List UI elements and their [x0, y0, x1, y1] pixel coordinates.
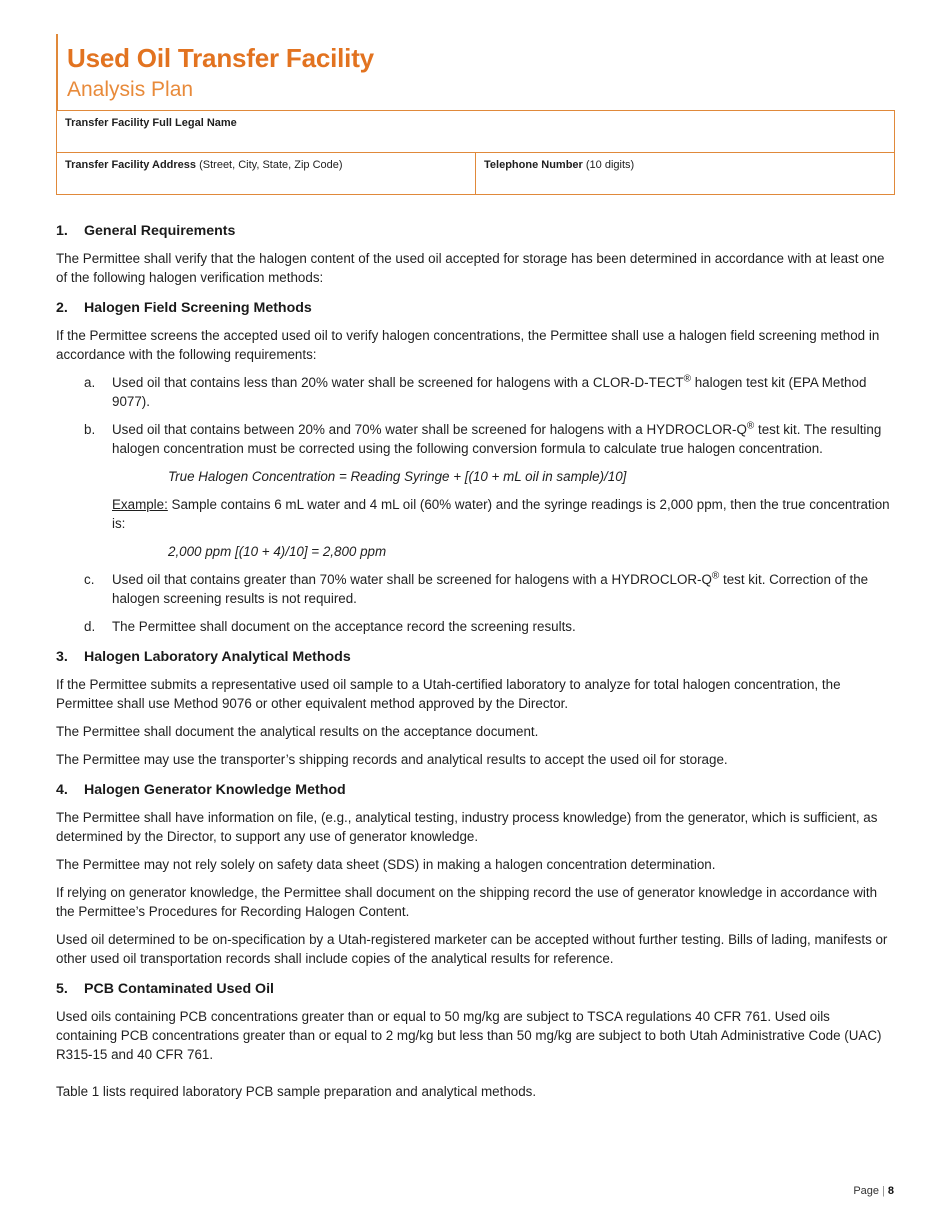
list-item-b: b. Used oil that contains between 20% and 70% water shall be screened for halogens with a HYDROCLOR-Q® test kit. The resulting halogen concentration must be corrected using the following conversion formula to calculate true halogen concentration. [84, 420, 882, 456]
example-formula: 2,000 ppm [(10 + 4)/10] = 2,800 ppm [168, 544, 387, 559]
paragraph: If the Permittee submits a representative used oil sample to a Utah-certified laboratory to analyze for total halogen concentration, the Permittee shall use Method 9076 or other equivalent method approved by the Director. [56, 677, 841, 711]
list-marker: b. [84, 422, 96, 437]
list-marker: d. [84, 619, 96, 634]
section-heading-laboratory-methods: 3. Halogen Laboratory Analytical Methods [56, 649, 351, 665]
document-body [56, 222, 892, 1110]
list-item-d: d. The Permittee shall document on the acceptance record the screening results. [84, 619, 576, 634]
paragraph: The Permittee may use the transporter’s shipping records and analytical results to accept the used oil for storage. [56, 752, 728, 767]
registered-mark: ® [711, 570, 720, 582]
registered-mark: ® [683, 373, 691, 385]
paragraph: If relying on generator knowledge, the Permittee shall document on the shipping record the use of generator knowledge in accordance with the Permittee’s Procedures for Recording Halogen Content. [56, 885, 878, 919]
phone-hint: (10 digits) [582, 159, 635, 171]
facility-info-form [56, 110, 895, 195]
footer-separator: | [882, 1185, 885, 1197]
section-heading-generator-knowledge: 4. Halogen Generator Knowledge Method [56, 782, 346, 798]
address-label: Transfer Facility Address [65, 159, 197, 171]
legal-name-field[interactable] [57, 111, 895, 153]
address-hint: (Street, City, State, Zip Code) [196, 159, 343, 171]
conversion-formula: True Halogen Concentration = Reading Syringe + [(10 + mL oil in sample)/10] [168, 469, 627, 484]
paragraph: The Permittee shall have information on file, (e.g., analytical testing, industry process knowledge) from the generator, which is sufficient, as determined by the Director, to support any use of generator knowledge. [56, 810, 878, 844]
legal-name-label: Transfer Facility Full Legal Name [65, 117, 237, 129]
page-footer [853, 1185, 894, 1197]
section-heading-general-requirements: 1. General Requirements [56, 223, 236, 239]
example-paragraph: Example: Sample contains 6 mL water and 4 mL oil (60% water) and the syringe readings is 2,000 ppm, then the true concentration is: [112, 497, 890, 531]
list-item-c: c. Used oil that contains greater than 70% water shall be screened for halogens with a HYDROCLOR-Q® test kit. Correction of the halogen screening results is not required. [84, 570, 869, 606]
phone-label: Telephone Number [484, 159, 583, 171]
header-block [56, 34, 897, 110]
page-title: Used Oil Transfer Facility [67, 43, 374, 73]
paragraph: Table 1 lists required laboratory PCB sample preparation and analytical methods. [56, 1084, 537, 1099]
paragraph: The Permittee may not rely solely on safety data sheet (SDS) in making a halogen concentration determination. [56, 857, 716, 872]
paragraph: If the Permittee screens the accepted used oil to verify halogen concentrations, the Permittee shall use a halogen field screening method in accordance with the following requirements: [56, 328, 880, 362]
registered-mark: ® [746, 420, 755, 432]
list-item-a: a. Used oil that contains less than 20% water shall be screened for halogens with a CLOR-D-TECT® halogen test kit (EPA Method 9077). [84, 373, 867, 409]
example-label: Example: [112, 497, 168, 512]
section-heading-pcb-contaminated: 5. PCB Contaminated Used Oil [56, 981, 274, 997]
list-marker: c. [84, 572, 95, 587]
screening-requirements-list [56, 373, 892, 636]
phone-field[interactable] [476, 153, 895, 195]
page-label: Page [853, 1185, 880, 1197]
section-heading-field-screening: 2. Halogen Field Screening Methods [56, 300, 312, 316]
page-subtitle: Analysis Plan [67, 78, 194, 101]
paragraph: Used oils containing PCB concentrations greater than or equal to 50 mg/kg are subject to TSCA regulations 40 CFR 761. Used oils containing PCB concentrations greater than or equal to 2 mg/kg but less than 50 mg/kg are subject to both Utah Administrative Code (UAC) R315-15 and 40 CFR 761. [56, 1009, 882, 1062]
paragraph: Used oil determined to be on-specification by a Utah-registered marketer can be accepted without further testing. Bills of lading, manifests or other used oil transportation records shall include copies of the analytical results for reference. [56, 932, 888, 966]
paragraph: The Permittee shall document the analytical results on the acceptance document. [56, 724, 539, 739]
address-field[interactable] [57, 153, 476, 195]
list-marker: a. [84, 375, 96, 390]
page-number: 8 [887, 1185, 894, 1197]
paragraph: The Permittee shall verify that the halogen content of the used oil accepted for storage has been determined in accordance with at least one of the following halogen verification methods: [56, 251, 885, 285]
